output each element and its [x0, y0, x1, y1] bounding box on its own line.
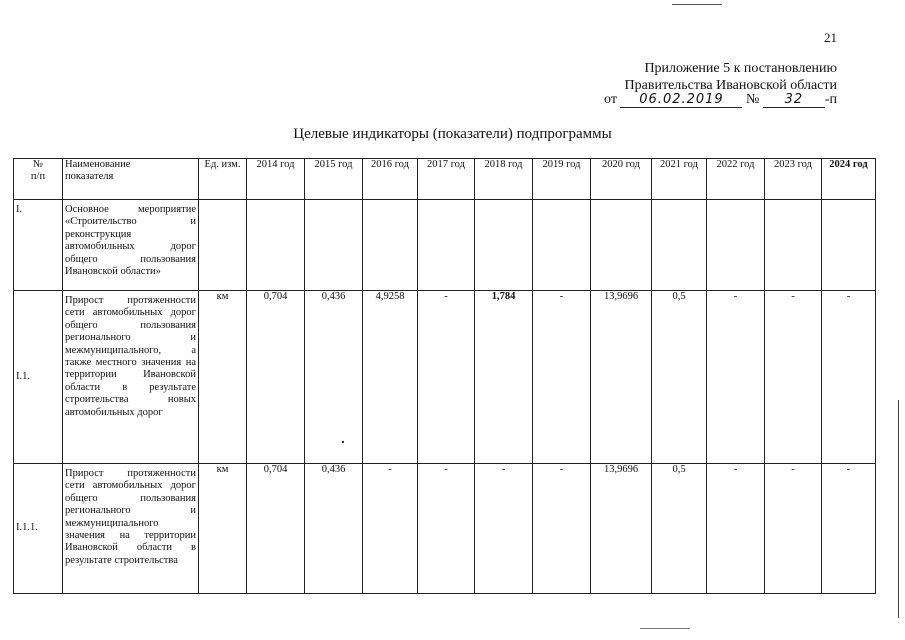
value-2020 — [591, 200, 652, 291]
scan-mark-top — [672, 4, 722, 5]
value-2020: 13,9696 — [591, 464, 652, 594]
decree-number: 32 — [763, 92, 825, 108]
value-2018: 1,784 — [475, 291, 533, 464]
value-2016 — [363, 200, 418, 291]
row-unit — [199, 200, 247, 291]
value-2023 — [765, 200, 822, 291]
value-2023: - — [765, 291, 822, 464]
from-label: от — [604, 92, 617, 107]
row-code: I.1.1. — [14, 464, 63, 594]
value-2021: 0,5 — [652, 464, 707, 594]
header-num: № п/п — [14, 159, 63, 200]
value-2015: 0,436 — [305, 464, 363, 594]
value-2016: 4,9258 — [363, 291, 418, 464]
value-2015: 0,436 — [305, 291, 363, 464]
header-2024: 2024 год — [822, 159, 876, 200]
value-2016: - — [363, 464, 418, 594]
header-name: Наименование показателя — [63, 159, 199, 200]
page-number: 21 — [824, 30, 837, 45]
row-name: Основное мероприятие «Строительство и реконструкция автомобильных дорог общего пользования Ивановской области» — [63, 200, 199, 291]
header-2015: 2015 год — [305, 159, 363, 200]
scan-edge-line — [898, 400, 899, 618]
table-row — [14, 200, 876, 291]
header-2020: 2020 год — [591, 159, 652, 200]
value-2019: - — [533, 291, 591, 464]
value-2020: 13,9696 — [591, 291, 652, 464]
header-2019: 2019 год — [533, 159, 591, 200]
value-2024: - — [822, 464, 876, 594]
scan-speck — [342, 441, 344, 443]
number-label: № — [745, 92, 760, 107]
value-2014: 0,704 — [247, 464, 305, 594]
value-2022: - — [707, 291, 765, 464]
table-row — [14, 464, 876, 594]
scan-mark-bottom — [640, 628, 690, 629]
header-2016: 2016 год — [363, 159, 418, 200]
value-2024 — [822, 200, 876, 291]
value-2019: - — [533, 464, 591, 594]
value-2022 — [707, 200, 765, 291]
value-2024: - — [822, 291, 876, 464]
value-2021 — [652, 200, 707, 291]
number-suffix: -п — [824, 92, 837, 107]
appendix-line-1: Приложение 5 к постановлению — [644, 61, 837, 76]
value-2014 — [247, 200, 305, 291]
row-name: Прирост протяженности сети автомобильных дорог общего пользования регионального и межмуниципального значения на территории Ивановской области в результате строительства — [63, 464, 199, 594]
header-2023: 2023 год — [765, 159, 822, 200]
decree-date: 06.02.2019 — [620, 92, 742, 108]
row-unit: км — [199, 291, 247, 464]
value-2017: - — [418, 464, 475, 594]
value-2023: - — [765, 464, 822, 594]
value-2019 — [533, 200, 591, 291]
appendix-line-2: Правительства Ивановской области — [624, 78, 837, 93]
value-2018: - — [475, 464, 533, 594]
value-2015 — [305, 200, 363, 291]
row-name: Прирост протяженности сети автомобильных дорог общего пользования регионального и межмуниципального, а также местного значения на территории Ивановской области в результате строительства новых автомобильных дорог — [63, 291, 199, 464]
value-2017 — [418, 200, 475, 291]
header-2018: 2018 год — [475, 159, 533, 200]
appendix-header — [625, 60, 837, 94]
value-2018 — [475, 200, 533, 291]
header-2017: 2017 год — [418, 159, 475, 200]
header-unit: Ед. изм. — [199, 159, 247, 200]
header-2021: 2021 год — [652, 159, 707, 200]
table-row — [14, 291, 876, 464]
header-2014: 2014 год — [247, 159, 305, 200]
row-unit: км — [199, 464, 247, 594]
value-2017: - — [418, 291, 475, 464]
row-code: I.1. — [14, 291, 63, 464]
page-title: Целевые индикаторы (показатели) подпрограммы — [293, 126, 612, 142]
header-2022: 2022 год — [707, 159, 765, 200]
indicators-table — [13, 158, 876, 594]
row-code: I. — [14, 200, 63, 291]
value-2022: - — [707, 464, 765, 594]
decree-reference — [604, 92, 837, 108]
table-header-row — [14, 159, 876, 200]
value-2021: 0,5 — [652, 291, 707, 464]
value-2014: 0,704 — [247, 291, 305, 464]
